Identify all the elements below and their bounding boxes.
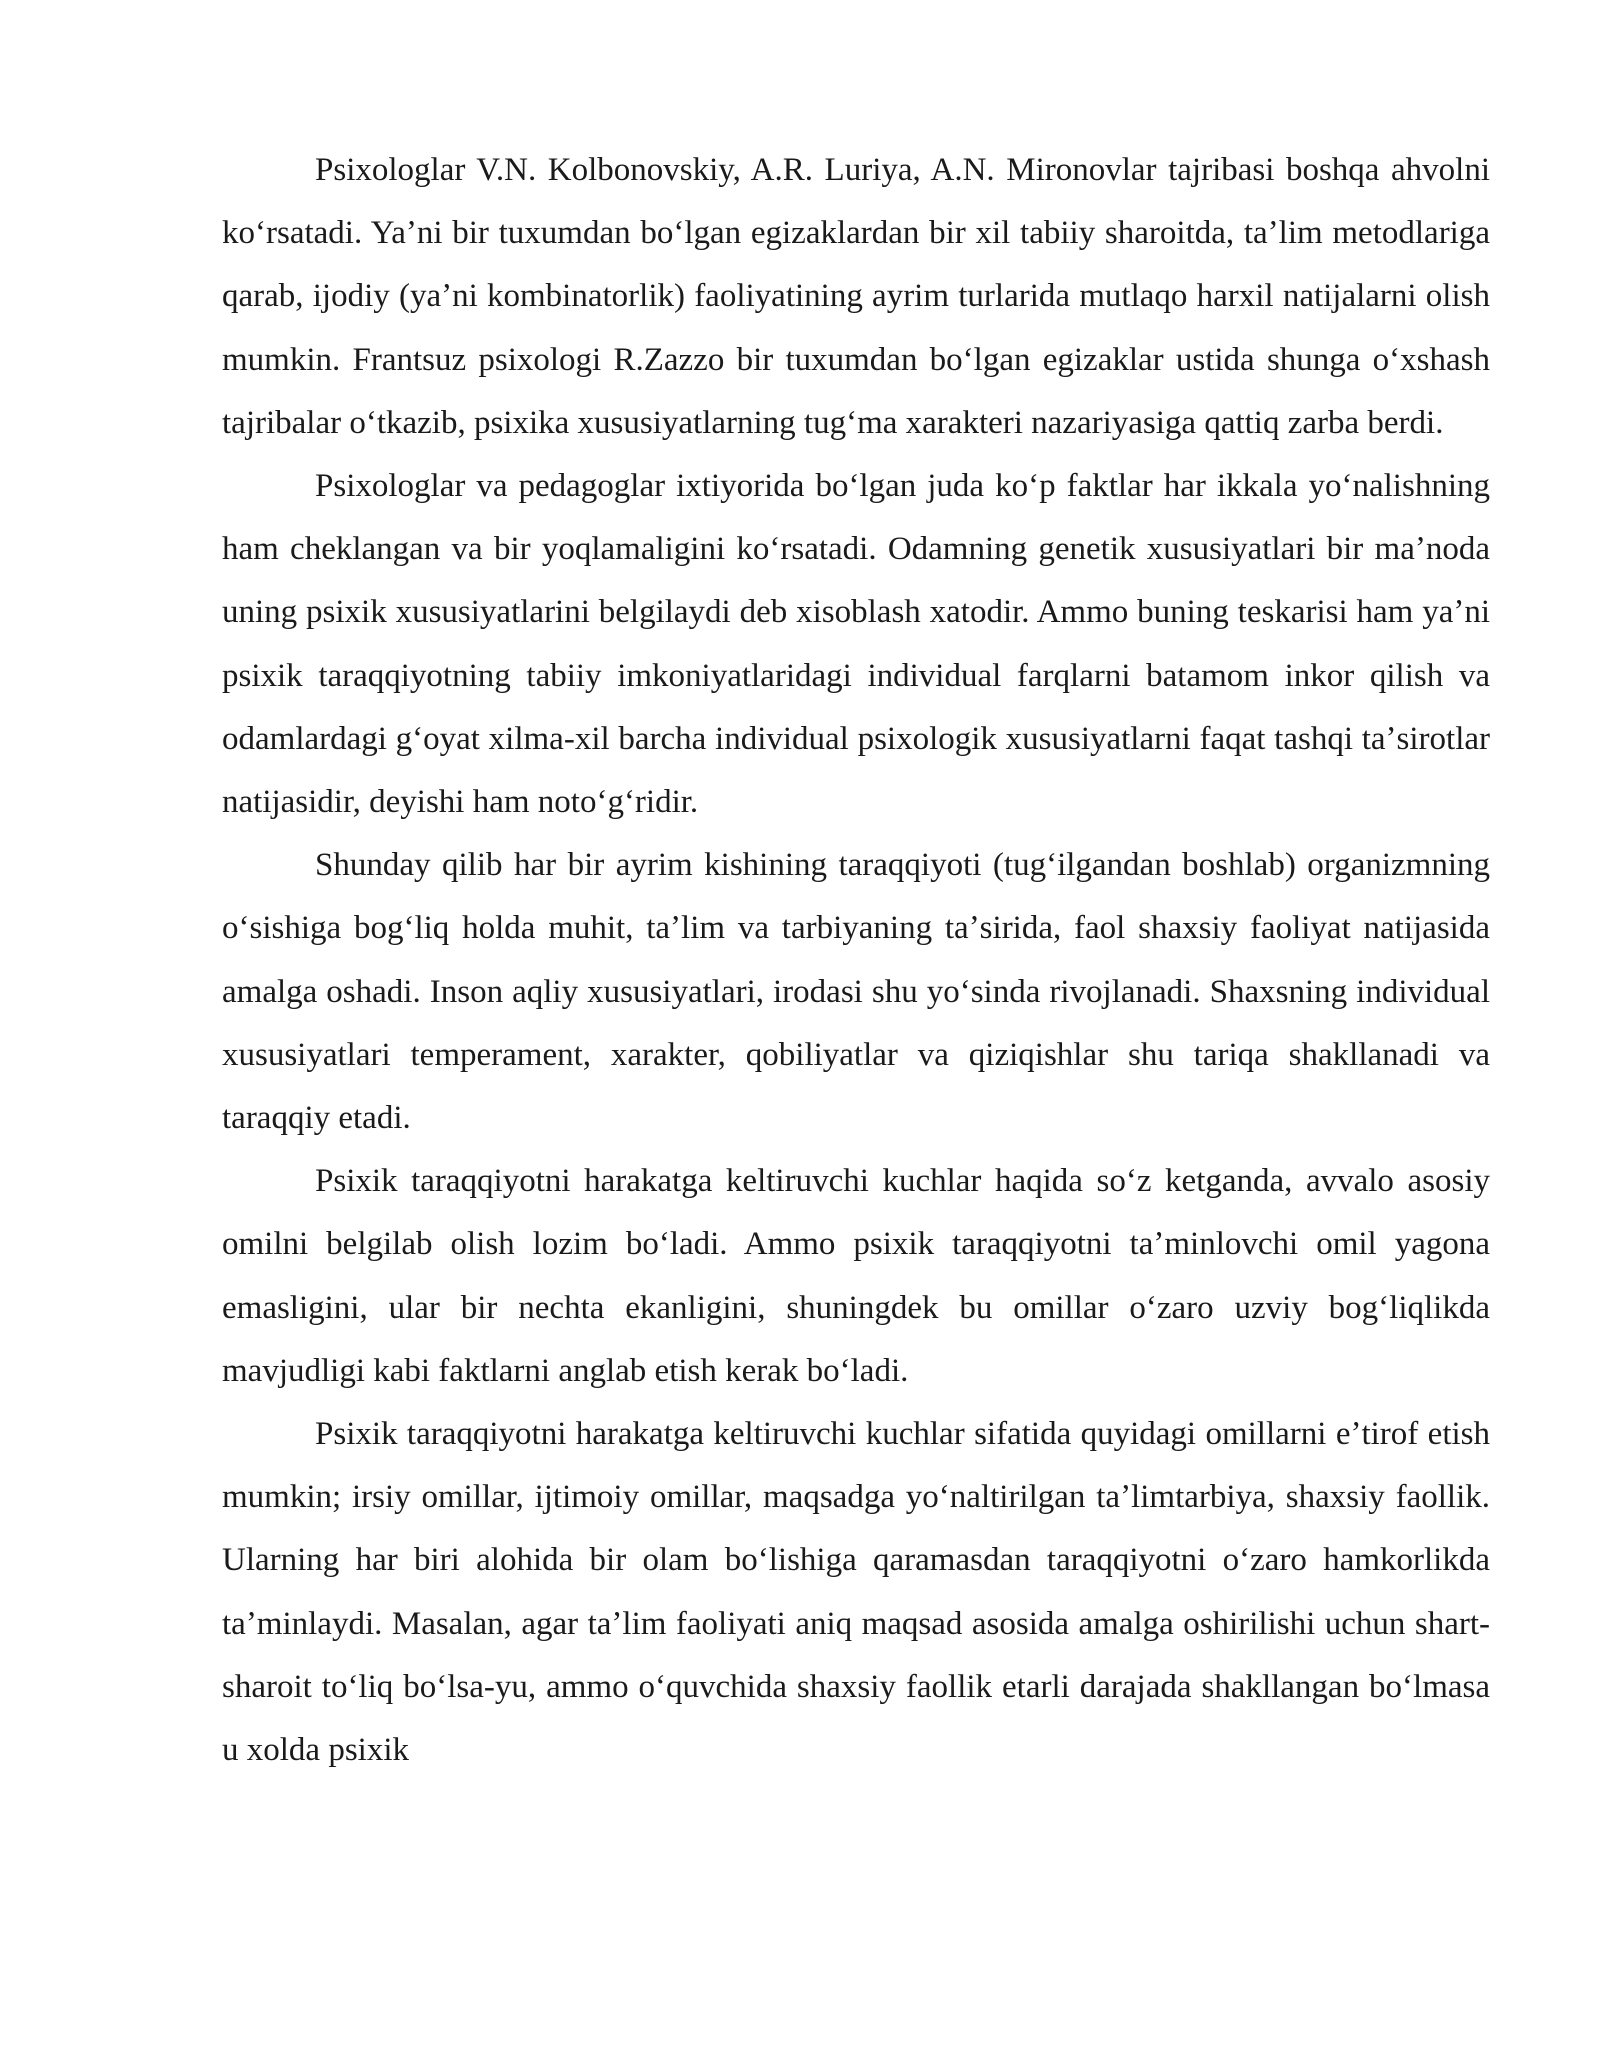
document-body — [222, 139, 1490, 1782]
paragraph-5: Psixik taraqqiyotni harakatga keltiruvchi kuchlar sifatida quyidagi omillarni eʼtirof etish mumkin; irsiy omillar, ijtimoiy omillar, maqsadga yoʻnaltirilgan taʼlimtarbiya, shaxsiy faollik. Ularning har biri alohida bir olam boʻlishiga qaramasdan taraqqiyotni oʻzaro hamkorlikda taʼminlaydi. Masalan, agar taʼlim faoliyati aniq maqsad asosida amalga oshirilishi uchun shart-sharoit toʻliq boʻlsa-yu, ammo oʻquvchida shaxsiy faollik etarli darajada shakllangan boʻlmasa u xolda psixik — [222, 1416, 1490, 1769]
paragraph-4: Psixik taraqqiyotni harakatga keltiruvchi kuchlar haqida soʻz ketganda, avvalo asosiy omilni belgilab olish lozim boʻladi. Ammo psixik taraqqiyotni taʼminlovchi omil yagona emasligini, ular bir nechta ekanligini, shuningdek bu omillar oʻzaro uzviy bogʻliqlikda mavjudligi kabi faktlarni anglab etish kerak boʻladi. — [222, 1163, 1490, 1389]
paragraph-1: Psixologlar V.N. Kolbonovskiy, A.R. Luriya, A.N. Mironovlar tajribasi boshqa ahvolni koʻrsatadi. Yaʼni bir tuxumdan boʻlgan egizaklardan bir xil tabiiy sharoitda, taʼlim metodlariga qarab, ijodiy (yaʼni kombinatorlik) faoliyatining ayrim turlarida mutlaqo harxil natijalarni olish mumkin. Frantsuz psixologi R.Zazzo bir tuxumdan boʻlgan egizaklar ustida shunga oʻxshash tajribalar oʻtkazib, psixika xususiyatlarning tugʻma xarakteri nazariyasiga qattiq zarba berdi. — [222, 152, 1490, 441]
paragraph-3: Shunday qilib har bir ayrim kishining taraqqiyoti (tugʻilgandan boshlab) organizmning oʻsishiga bogʻliq holda muhit, taʼlim va tarbiyaning taʼsirida, faol shaxsiy faoliyat natijasida amalga oshadi. Inson aqliy xususiyatlari, irodasi shu yoʻsinda rivojlanadi. Shaxsning individual xususiyatlari temperament, xarakter, qobiliyatlar va qiziqishlar shu tariqa shakllanadi va taraqqiy etadi. — [222, 847, 1490, 1137]
paragraph-2: Psixologlar va pedagoglar ixtiyorida boʻlgan juda koʻp faktlar har ikkala yoʻnalishning ham cheklangan va bir yoqlamaligini koʻrsatadi. Odamning genetik xususiyatlari bir maʼnoda uning psixik xususiyatlarini belgilaydi deb xisoblash xatodir. Ammo buning teskarisi ham yaʼni psixik taraqqiyotning tabiiy imkoniyatlaridagi individual farqlarni batamom inkor qilish va odamlardagi gʻoyat xilma-xil barcha individual psixologik xususiyatlarni faqat tashqi taʼsirotlar natijasidir, deyishi ham notoʻgʻridir. — [222, 468, 1490, 821]
